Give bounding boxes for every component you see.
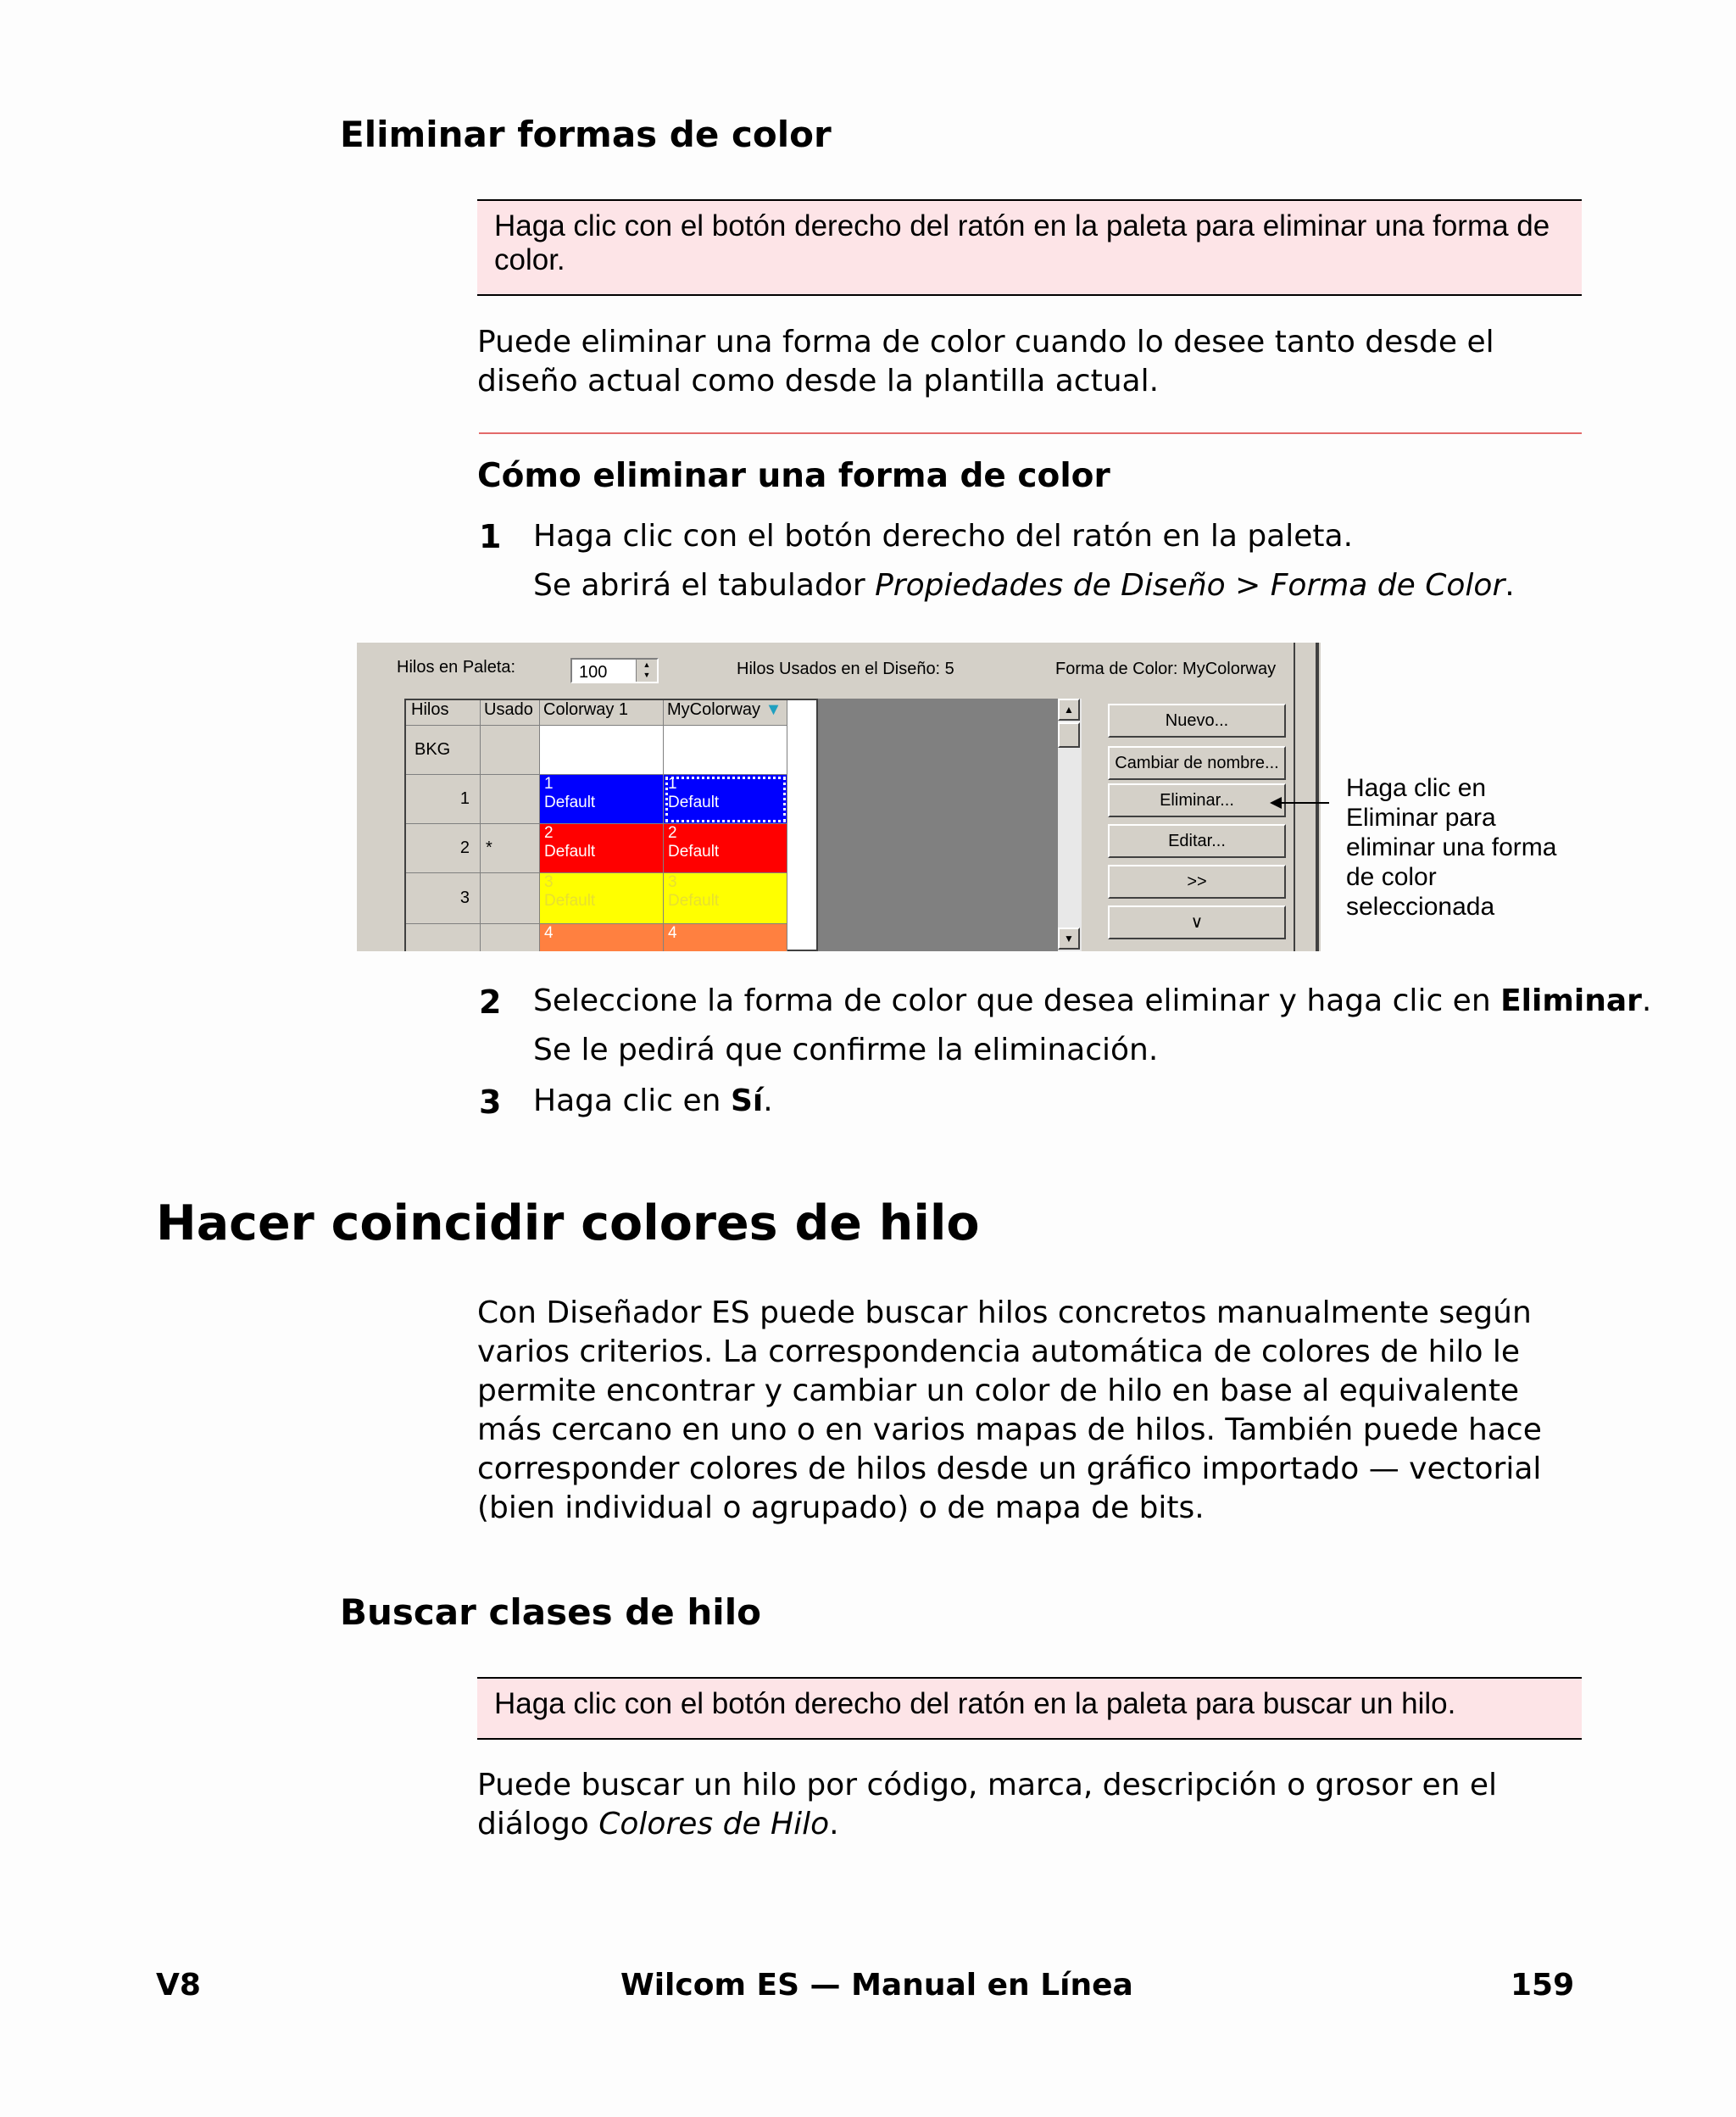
- color-cell-blue[interactable]: 1 Default: [540, 775, 664, 824]
- step-text: Haga clic con el botón derecho del ratón en la paleta.: [533, 519, 1354, 554]
- editar-button[interactable]: Editar...: [1108, 824, 1286, 858]
- nuevo-button[interactable]: Nuevo...: [1108, 704, 1286, 738]
- color-cell-orange[interactable]: 4: [664, 924, 787, 951]
- step-text: Haga clic en Sí.: [533, 1084, 773, 1118]
- page-number: 159: [1511, 1968, 1575, 2003]
- section-title-eliminar: Eliminar formas de color: [340, 114, 832, 155]
- step-number: 3: [479, 1084, 502, 1121]
- callout-text: Haga clic en Eliminar para eliminar una forma de color seleccionada: [1346, 774, 1557, 921]
- hilos-paleta-label: Hilos en Paleta:: [397, 658, 516, 677]
- palette-empty-area: [818, 699, 1074, 951]
- column-header-usado[interactable]: Usado: [481, 700, 540, 726]
- callout-line: [1278, 802, 1329, 804]
- step-number: 2: [479, 983, 502, 1021]
- footer-version: V8: [156, 1968, 201, 2003]
- forma-color-label: Forma de Color: MyColorway: [1055, 660, 1277, 678]
- color-cell-red[interactable]: 2 Default: [664, 824, 787, 873]
- usado-cell: [481, 726, 540, 775]
- tip-box: Haga clic con el botón derecho del ratón en la paleta para eliminar una forma de color.: [477, 199, 1582, 296]
- color-cell-yellow[interactable]: 3 Default: [540, 873, 664, 924]
- section-title-buscar: Buscar clases de hilo: [340, 1591, 761, 1633]
- chevron-down-icon[interactable]: ∨: [1108, 905, 1286, 939]
- cambiar-nombre-button[interactable]: Cambiar de nombre...: [1108, 746, 1286, 780]
- color-cell[interactable]: [540, 726, 664, 775]
- column-header-colorway1[interactable]: Colorway 1: [540, 700, 664, 726]
- color-cell-blue-selected[interactable]: 1 Default: [664, 775, 787, 824]
- color-cell-orange[interactable]: 4: [540, 924, 664, 951]
- hilos-usados-label: Hilos Usados en el Diseño: 5: [737, 660, 954, 678]
- chapter-paragraph: Con Diseñador ES puede buscar hilos concretos manualmente según varios criterios. La correspondencia automática de colores de hilo le permite encontrar y cambiar un color de hilo en base al equivalente más cercano en uno o en varios mapas de hilos. También puede hace corresponder colores de hilos desde un gráfico importado — vectorial (bien individual o agrupado) o de mapa de bits.: [477, 1295, 1542, 1525]
- section-paragraph: Puede eliminar una forma de color cuando lo desee tanto desde el diseño actual como desde la plantilla actual.: [477, 325, 1494, 398]
- usado-cell: [481, 924, 540, 951]
- scroll-up-icon[interactable]: ▲: [1058, 699, 1080, 721]
- row-header[interactable]: 3: [406, 873, 481, 924]
- row-header[interactable]: 1: [406, 775, 481, 824]
- scroll-down-icon[interactable]: ▼: [1058, 928, 1080, 950]
- vertical-scrollbar[interactable]: [1057, 699, 1082, 951]
- section-paragraph: Puede buscar un hilo por código, marca, descripción o grosor en el diálogo Colores de Hilo.: [477, 1768, 1498, 1841]
- procedure-title: Cómo eliminar una forma de color: [477, 457, 1110, 495]
- divider: [479, 432, 1582, 434]
- row-header[interactable]: 2: [406, 824, 481, 873]
- colorway-panel-screenshot: [357, 643, 1321, 951]
- column-header-hilos[interactable]: Hilos: [406, 700, 481, 726]
- color-cell[interactable]: [664, 726, 787, 775]
- more-button[interactable]: >>: [1108, 865, 1286, 899]
- column-header-mycolorway[interactable]: MyColorway ▼: [664, 700, 787, 726]
- color-cell-yellow[interactable]: 3 Default: [664, 873, 787, 924]
- usado-cell: [481, 775, 540, 824]
- menu-path: Propiedades de Diseño > Forma de Color: [875, 568, 1505, 603]
- usado-cell: *: [481, 824, 540, 873]
- hilos-paleta-spinner[interactable]: 100 ▲ ▼: [570, 658, 659, 683]
- row-header[interactable]: [406, 924, 481, 951]
- footer-title: Wilcom ES — Manual en Línea: [620, 1968, 1133, 2003]
- palette-grid[interactable]: [404, 699, 818, 951]
- scroll-thumb[interactable]: [1058, 722, 1080, 748]
- step-subtext: Se abrirá el tabulador Propiedades de Diseño > Forma de Color.: [533, 568, 1515, 603]
- color-cell-red[interactable]: 2 Default: [540, 824, 664, 873]
- step-number: 1: [479, 518, 502, 555]
- tip-box: Haga clic con el botón derecho del ratón en la paleta para buscar un hilo.: [477, 1677, 1582, 1740]
- dialog-name: Colores de Hilo: [598, 1807, 830, 1841]
- chapter-title: Hacer coincidir colores de hilo: [156, 1195, 980, 1251]
- row-header[interactable]: BKG: [406, 726, 481, 775]
- panel-border: [1294, 643, 1321, 951]
- spinner-arrows-icon[interactable]: ▲ ▼: [636, 660, 657, 682]
- usado-cell: [481, 873, 540, 924]
- dropdown-triangle-icon: ▼: [765, 700, 782, 719]
- eliminar-button[interactable]: Eliminar...: [1108, 783, 1286, 817]
- step-subtext: Se le pedirá que confirme la eliminación.: [533, 1033, 1159, 1067]
- step-text: Seleccione la forma de color que desea eliminar y haga clic en Eliminar.: [533, 983, 1652, 1018]
